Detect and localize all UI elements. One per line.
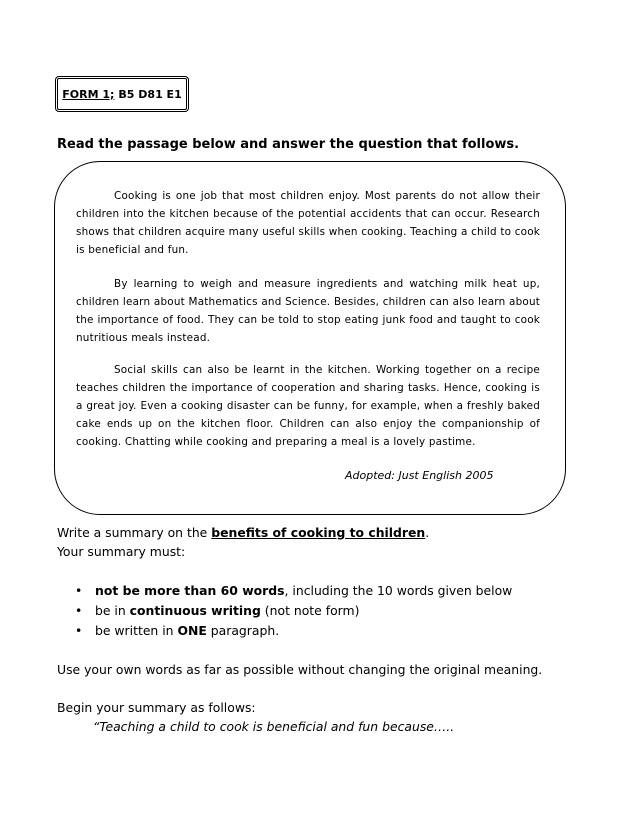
passage-paragraph-1: Cooking is one job that most children enjoy. Most parents do not allow their children into the kitchen because of the potential accidents that can occur. Research shows that children acquire many useful skills when cooking. Teaching a child to cook is beneficial and fun. (76, 190, 540, 256)
requirement-item: • not be more than 60 words, including the 10 words given below (75, 583, 513, 598)
passage-source: Adopted: Just English 2005 (345, 469, 494, 482)
form-label-box (55, 76, 189, 112)
passage-paragraph-2: By learning to weigh and measure ingredients and watching milk heat up, children learn about Mathematics and Science. Besides, children can also learn about the importance of food. They can be told to stop eating junk food and taught to cook nutritious meals instead. (76, 278, 540, 344)
requirement-item: • be written in ONE paragraph. (75, 623, 280, 638)
own-words-note: Use your own words as far as possible without changing the original meaning. (57, 662, 543, 677)
begin-label: Begin your summary as follows: (57, 700, 256, 715)
form-label: FORM 1; (62, 87, 115, 101)
summary-requirements-label: Your summary must: (57, 544, 186, 559)
task-topic: benefits of cooking to children (211, 525, 426, 540)
passage-paragraph-3: Social skills can also be learnt in the kitchen. Working together on a recipe teaches children the importance of cooperation and sharing tasks. Hence, cooking is a great joy. Even a cooking disaster can be funny, for example, when a freshly baked cake ends up on the kitchen floor. Children can also enjoy the companionship of cooking. Chatting while cooking and preparing a meal is a lovely pastime. (76, 364, 540, 448)
summary-starter: “Teaching a child to cook is beneficial and fun because….. (93, 719, 455, 734)
form-code: B5 D81 E1 (118, 87, 182, 101)
instruction-heading: Read the passage below and answer the question that follows. (57, 137, 520, 152)
task-statement: Write a summary on the benefits of cooking to children. (57, 525, 430, 540)
requirement-item: • be in continuous writing (not note form) (75, 603, 360, 618)
